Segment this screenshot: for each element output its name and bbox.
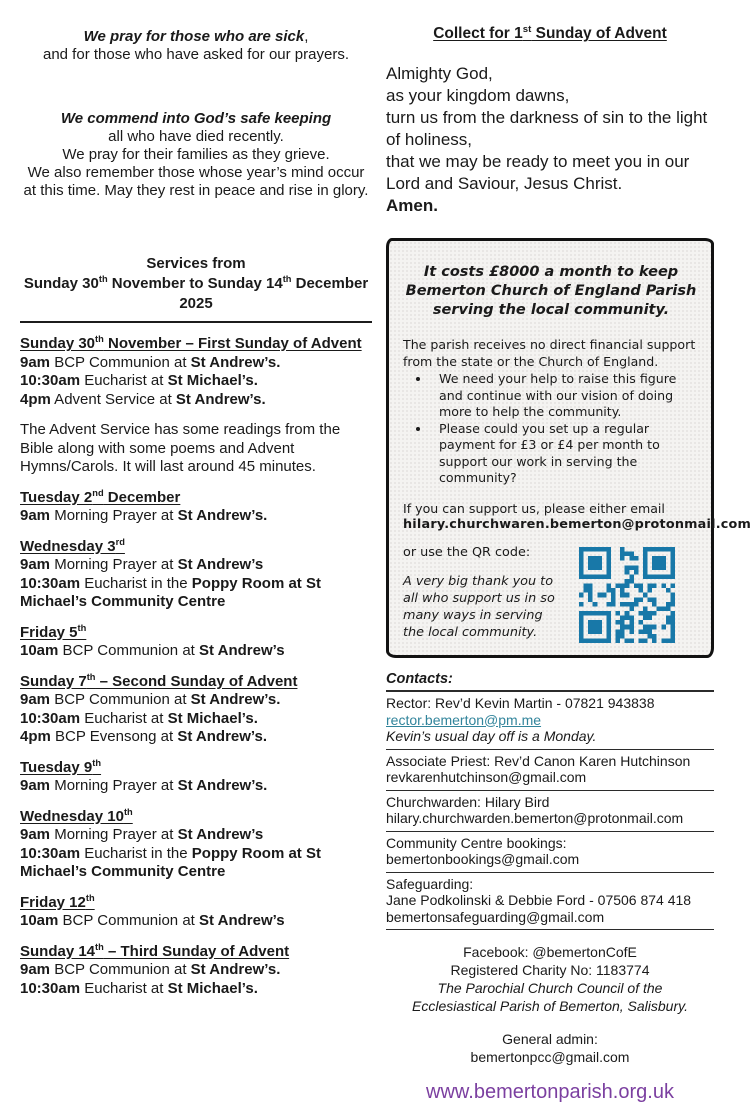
service-entry: 10:30am Eucharist at St Michael’s. — [20, 979, 258, 997]
contact-line: bemertonsafeguarding@gmail.com — [386, 908, 605, 925]
contact-line: Safeguarding: — [386, 875, 474, 892]
prayer-line: all who have died recently. — [108, 128, 284, 145]
service-day-heading: Friday 5th — [20, 622, 87, 641]
service-entry: 9am BCP Communion at St Andrew’s. — [20, 353, 281, 371]
service-day-heading: Sunday 7th – Second Sunday of Advent — [20, 671, 298, 690]
service-day-section — [20, 943, 372, 999]
prayer-for-departed — [20, 110, 372, 200]
service-entry: 10:30am Eucharist at St Michael’s. — [20, 709, 258, 727]
qr-code — [579, 547, 675, 643]
collect-amen: Amen. — [386, 196, 438, 215]
prayer-sick-title-line — [20, 28, 372, 46]
contact-row — [386, 750, 714, 791]
services-divider — [20, 321, 372, 323]
footer-spacer — [386, 1015, 714, 1030]
contact-line: Associate Priest: Rev’d Canon Karen Hutchinson — [386, 752, 691, 769]
service-entry: 9am BCP Communion at St Andrew’s. — [20, 691, 281, 708]
service-day-heading: Tuesday 9th — [20, 757, 102, 776]
service-entry: 10:30am Eucharist in the Poppy Room at St Michael’s Community Centre — [20, 844, 321, 880]
collect-heading: Collect for 1st Sunday of Advent — [433, 23, 667, 42]
contact-line: bemertonbookings@gmail.com — [386, 851, 580, 867]
footer-line: Facebook: @bemertonCofE — [463, 944, 637, 960]
donation-bullet: • We need your help to raise this figure and continue with our vision of doing more to help the community. — [431, 371, 699, 421]
donation-support-block — [403, 500, 751, 534]
contact-line: Jane Podkolinski & Debbie Ford - 07506 874 418 — [386, 892, 692, 908]
service-entry: 10:30am Eucharist in the Poppy Room at St Michael’s Community Centre — [20, 574, 321, 610]
donation-appeal-box — [386, 238, 751, 658]
service-day-heading: Friday 12th — [20, 892, 95, 911]
service-day-heading: Wednesday 3rd — [20, 536, 125, 555]
service-day-heading: Sunday 30th November – First Sunday of Advent — [20, 334, 362, 352]
collect-prayer — [386, 63, 714, 217]
service-entry: 9am Morning Prayer at St Andrew’s. — [20, 777, 268, 794]
service-note: The Advent Service has some readings from the Bible along with some poems and Advent Hymns/Carols. It will last around 45 minutes. — [20, 421, 341, 475]
donation-support-prompt: If you can support us, please either email — [403, 500, 665, 516]
services-heading — [20, 254, 372, 314]
footer-line: Ecclesiastical Parish of Bemerton, Salisbury. — [412, 998, 688, 1014]
prayer-sick-title-suffix: , — [304, 28, 309, 45]
contacts-rows — [386, 692, 714, 930]
contact-line: hilary.churchwarden.bemerton@protonmail.com — [386, 810, 684, 826]
donation-thanks: A very big thank you to all who support us in so many ways in serving the local community. — [403, 573, 555, 640]
services-heading-line3: 2025 — [179, 295, 213, 312]
service-day-heading: Tuesday 2nd December — [20, 487, 181, 506]
contact-line: revkarenhutchinson@gmail.com — [386, 769, 587, 785]
service-entry: 9am Morning Prayer at St Andrew’s — [20, 826, 264, 843]
service-entry: 9am BCP Communion at St Andrew’s. — [20, 961, 281, 978]
contacts-heading: Contacts: — [386, 671, 714, 693]
right-column — [386, 23, 751, 1104]
service-day-section — [20, 538, 372, 612]
services-sections — [20, 335, 372, 998]
collect-line: turn us from the darkness of sin to the light of holiness, — [386, 108, 708, 149]
prayer-departed-lines — [20, 128, 372, 200]
prayer-departed-title: We commend into God’s safe keeping — [60, 110, 332, 127]
footer-line: Registered Charity No: 1183774 — [450, 962, 650, 978]
prayer-for-sick — [20, 28, 372, 64]
service-entry: 4pm BCP Evensong at St Andrew’s. — [20, 728, 268, 745]
service-entry: 4pm Advent Service at St Andrew’s. — [20, 390, 266, 408]
service-day-heading: Wednesday 10th — [20, 806, 133, 825]
service-day-section — [20, 759, 372, 796]
service-entry: 10am BCP Communion at St Andrew’s — [20, 642, 285, 659]
service-day-heading: Sunday 14th – Third Sunday of Advent — [20, 941, 290, 960]
contact-line: Rector: Rev’d Kevin Martin - 07821 943838 — [386, 695, 655, 711]
service-day-section — [20, 673, 372, 747]
contacts-section — [386, 671, 714, 931]
donation-bullets — [415, 371, 699, 487]
contact-row — [386, 692, 714, 750]
service-entry: 10:30am Eucharist at St Michael’s. — [20, 372, 258, 389]
contact-email-link[interactable]: rector.bemerton@pm.me — [386, 711, 542, 728]
donation-qr-left — [403, 545, 561, 643]
prayer-sick-title: We pray for those who are sick — [83, 28, 305, 45]
prayer-line: We pray for their families as they grieve. — [62, 146, 330, 163]
contact-row — [386, 791, 714, 832]
donation-bullet: • Please could you set up a regular payment for £3 or £4 per month to support our work in serving the community? — [431, 421, 699, 487]
collect-lines — [386, 63, 714, 195]
service-entry: 9am Morning Prayer at St Andrew’s — [20, 556, 264, 573]
service-day-section — [20, 335, 372, 477]
contact-row — [386, 873, 714, 931]
footer — [386, 943, 714, 1066]
contact-line: Community Centre bookings: — [386, 834, 567, 851]
contact-line: Churchwarden: Hilary Bird — [386, 793, 550, 810]
service-entry: 10am BCP Communion at St Andrew’s — [20, 912, 285, 929]
footer-line: bemertonpcc@gmail.com — [470, 1049, 630, 1065]
service-entry: 9am Morning Prayer at St Andrew’s. — [20, 507, 268, 524]
donation-box-intro: The parish receives no direct financial support from the state or the Church of England. — [403, 337, 696, 369]
donation-email: hilary.churchwaren.bemerton@protonmail.com — [403, 517, 751, 532]
contact-line: Kevin’s usual day off is a Monday. — [386, 728, 597, 744]
service-day-section — [20, 894, 372, 931]
collect-line: as your kingdom dawns, — [386, 86, 570, 105]
service-day-section — [20, 624, 372, 661]
prayer-line: We also remember those whose year’s mind occur at this time. May they rest in peace and rise in glory. — [23, 164, 369, 199]
donation-box-title: It costs £8000 a month to keep Bemerton Church of England Parish serving the local community. — [405, 264, 697, 318]
contact-row — [386, 832, 714, 873]
service-day-section — [20, 489, 372, 526]
prayer-sick-line: and for those who have asked for our prayers. — [42, 46, 349, 63]
service-day-section — [20, 808, 372, 882]
qr-prompt: or use the QR code: — [403, 544, 531, 560]
collect-line: that we may be ready to meet you in our Lord and Saviour, Jesus Christ. — [386, 152, 690, 193]
footer-line: General admin: — [502, 1031, 598, 1047]
services-heading-line2: Sunday 30th November to Sunday 14th December — [23, 274, 369, 292]
website-link[interactable]: www.bemertonparish.org.uk — [426, 1081, 674, 1103]
footer-line: The Parochial Church Council of the — [437, 980, 663, 996]
collect-line: Almighty God, — [386, 64, 493, 83]
services-heading-line1: Services from — [146, 255, 246, 272]
left-column — [20, 28, 372, 998]
donation-qr-row — [403, 545, 699, 643]
